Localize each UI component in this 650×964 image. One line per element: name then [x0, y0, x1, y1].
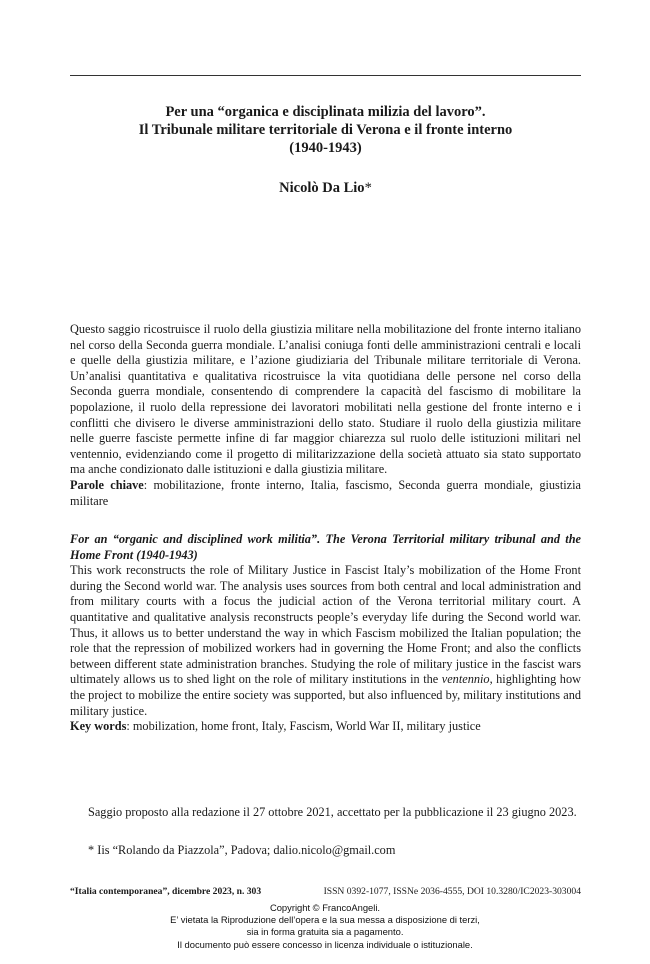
abstract-english-text-part2: , highlighting how the project to mobilize the entire society was supported, but also influenced by, military institutions and military justice.: [70, 672, 581, 718]
journal-citation: “Italia contemporanea”, dicembre 2023, n. 303: [70, 886, 262, 897]
copyright-notice: [0, 902, 650, 951]
article-title: [70, 103, 581, 157]
author-name: Nicolò Da Lio: [279, 180, 365, 196]
abstract-italian-text: Questo saggio ricostruisce il ruolo della giustizia militare nella mobilitazione del fronte interno italiano nel corso della Seconda guerra mondiale. L’analisi coniuga fonti delle amministrazioni centrali e locali e quelle della giustizia militare, e l’azione giudiziaria del Tribunale militare territoriale di Verona. Un’analisi quantitativa e qualitativa ricostruisce la vita quotidiana delle persone nel corso della Seconda guerra mondiale, consentendo di comprendere la capacità del fascismo di mobilitare la popolazione, il ruolo della repressione dei lavoratori mobilitati nella gestione del fronte interno e i conflitti che divisero le diverse amministrazioni dello stato. Studiare il ruolo della giustizia militare nelle guerre fasciste permette infine di far maggior chiarezza sul ruolo delle istituzioni militari nel ventennio, evidenziando come il progetto di militarizzazione della società attuato sia stato supportato ma anche condizionato dalle istituzioni e dalla giustizia militare.: [70, 322, 581, 477]
title-line-2: Il Tribunale militare territoriale di Verona e il fronte interno: [138, 122, 513, 138]
copyright-line-4: Il documento può essere concesso in licenza individuale o istituzionale.: [177, 938, 473, 950]
abstract-english-italic-term: ventennio: [441, 672, 490, 687]
keywords-english-label: Key words: [70, 719, 127, 734]
submission-note: Saggio proposto alla redazione il 27 ottobre 2021, accettato per la pubblicazione il 23 giugno 2023.: [88, 805, 577, 819]
english-title: For an “organic and disciplined work militia”. The Verona Territorial military tribunal and the Home Front (1940-1943): [70, 532, 581, 562]
author-byline: [70, 179, 581, 197]
issn-doi: ISSN 0392-1077, ISSNe 2036-4555, DOI 10.3280/IC2023-303004: [323, 886, 581, 897]
keywords-italian-label: Parole chiave: [70, 477, 144, 492]
title-line-1: Per una “organica e disciplinata milizia del lavoro”.: [165, 104, 486, 120]
copyright-line-3: sia in forma gratuita sia a pagamento.: [246, 926, 404, 938]
abstract-english: [70, 532, 581, 735]
journal-footer: [70, 886, 581, 898]
header-rule: [70, 75, 581, 76]
copyright-line-2: E’ vietata la Riproduzione dell’opera e la sua messa a disposizione di terzi,: [170, 914, 480, 926]
keywords-italian: [70, 478, 581, 509]
title-line-3: (1940-1943): [289, 140, 362, 156]
author-affiliation-note: * Iis “Rolando da Piazzola”, Padova; dalio.nicolo@gmail.com: [88, 843, 396, 857]
keywords-italian-list: : mobilitazione, fronte interno, Italia, fascismo, Seconda guerra mondiale, giustizia militare: [70, 477, 581, 508]
keywords-english: [70, 719, 581, 735]
copyright-line-1: Copyright © FrancoAngeli.: [269, 902, 381, 913]
abstract-english-text-part1: This work reconstructs the role of Military Justice in Fascist Italy’s mobilization of the Home Front during the Second world war. The analysis uses sources from both central and local administration and from military courts with a focus the judicial action of the Verona territorial military court. A quantitative and qualitative analysis reconstructs people’s everyday life during the Second world war. Thus, it allows us to better understand the way in which Fascism mobilized the Italian population; the role that the repression of mobilized workers had in governing the Home Front; and also the conflicts between different state administration branches. Studying the role of military justice in the fascist wars ultimately allows us to shed light on the role of military institutions in the: [70, 563, 581, 687]
keywords-english-list: : mobilization, home front, Italy, Fascism, World War II, military justice: [126, 719, 481, 734]
abstract-italian: [70, 322, 581, 509]
abstract-english-text: [70, 563, 581, 719]
author-footnote-marker: *: [364, 180, 372, 196]
